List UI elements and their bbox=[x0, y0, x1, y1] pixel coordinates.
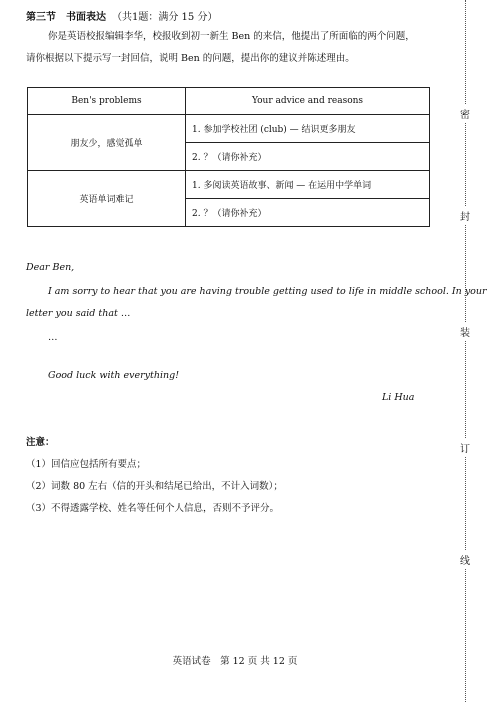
binding-mark: 密 bbox=[457, 104, 473, 123]
problem-cell: 英语单词难记 bbox=[28, 171, 186, 227]
problems-table bbox=[27, 87, 430, 227]
note-item: （1）回信应包括所有要点； bbox=[26, 459, 147, 470]
binding-mark: 订 bbox=[457, 438, 473, 457]
binding-mark: 封 bbox=[457, 206, 473, 225]
letter-greeting: Dear Ben, bbox=[26, 262, 75, 273]
letter-closing: Good luck with everything! bbox=[48, 370, 180, 381]
advice-cell: 1. 多阅读英语故事、新闻 — 在运用中学单词 bbox=[186, 171, 430, 199]
header-problems: Ben's problems bbox=[28, 88, 186, 115]
advice-cell: 2. ？（请你补充） bbox=[186, 199, 430, 227]
binding-mark: 装 bbox=[457, 322, 473, 341]
problem-cell: 朋友少，感觉孤单 bbox=[28, 115, 186, 171]
letter-body-line-2: letter you said that … bbox=[26, 308, 131, 319]
table-header-row bbox=[28, 88, 430, 115]
section-title-text: 第三节 书面表达 bbox=[26, 12, 106, 23]
table-row bbox=[28, 115, 430, 143]
table-row bbox=[28, 171, 430, 199]
letter-ellipsis: … bbox=[48, 332, 58, 343]
intro-line-1: 你是英语校报编辑李华，校报收到初一新生 Ben 的来信，他提出了所面临的两个问题， bbox=[48, 31, 415, 42]
header-advice: Your advice and reasons bbox=[186, 88, 430, 115]
note-item: （3）不得透露学校、姓名等任何个人信息，否则不予评分。 bbox=[26, 503, 280, 514]
intro-line-2: 请你根据以下提示写一封回信，说明 Ben 的问题，提出你的建议并陈述理由。 bbox=[26, 53, 355, 64]
letter-signature: Li Hua bbox=[382, 392, 415, 403]
advice-cell: 1. 参加学校社团 (club) — 结识更多朋友 bbox=[186, 115, 430, 143]
notes-title: 注意： bbox=[26, 437, 55, 448]
binding-mark: 线 bbox=[457, 550, 473, 569]
task-intro bbox=[26, 26, 438, 70]
letter-body-line-1: I am sorry to hear that you are having trouble getting used to life in middle school. In your bbox=[48, 286, 487, 297]
note-item: （2）词数 80 左右（信的开头和结尾已给出，不计入词数）； bbox=[26, 481, 283, 492]
page-footer: 英语试卷 第 12 页 共 12 页 bbox=[172, 656, 298, 667]
notes-section bbox=[26, 434, 283, 520]
section-title bbox=[26, 8, 217, 23]
section-points: （共1题：满分 15 分） bbox=[112, 12, 218, 23]
advice-cell: 2. ？（请你补充） bbox=[186, 143, 430, 171]
